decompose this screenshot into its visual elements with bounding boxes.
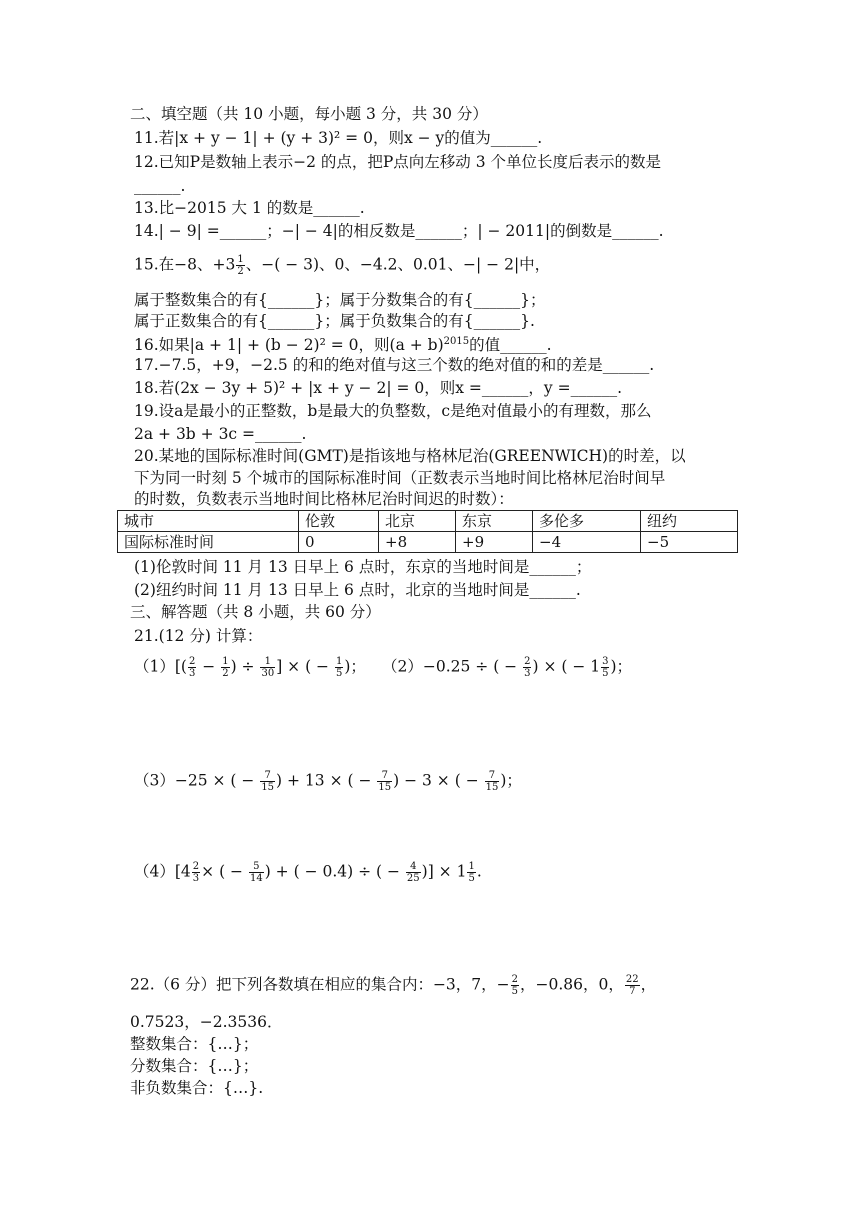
fraction: $\frac{2}{5}$	[511, 974, 519, 997]
question-22-line1: 22.（6 分）把下列各数填在相应的集合内：−3，7，− $\frac{2}{5}$ ，−0.86，0， $\frac{22}{7}$ ，	[130, 974, 657, 997]
fraction: $\frac{3}{5}$	[602, 656, 609, 679]
fraction: $\frac{7}{15}$	[485, 770, 499, 793]
problem-21-4: （4）[4 $\frac{2}{3}$ × ( − $\frac{5}{14}$ ) + ( − 0.4) ÷ ( − $\frac{4}{25}$ )] × 1 $\frac{1}{5}$ .	[134, 861, 482, 884]
question-15-line2: 属于整数集合的有{______}；属于分数集合的有{______}；	[134, 291, 546, 309]
fraction: $\frac{1}{5}$	[468, 861, 475, 884]
exponent: 2015	[443, 336, 470, 347]
table-cell: −4	[533, 532, 641, 553]
question-20-line1: 20.某地的国际标准时间(GMT)是指该地与格林尼治(GREENWICH)的时差，以	[134, 447, 686, 465]
fraction: $\frac{2}{3}$	[192, 861, 200, 884]
question-17: 17.−7.5，+9，−2.5 的和的绝对值与这三个数的绝对值的和的差是______.	[134, 356, 655, 374]
question-14: 14.| − 9| =______；−| − 4|的相反数是______；| − 2011|的倒数是______.	[134, 222, 664, 240]
fraction: $\frac{7}{15}$	[378, 770, 392, 793]
question-22-line2: 0.7523，−2.3536．	[130, 1013, 283, 1031]
table-cell: 东京	[456, 511, 533, 532]
nonnegative-set: 非负数集合：{…}.	[130, 1079, 264, 1097]
table-row	[118, 532, 738, 553]
table-row	[118, 511, 738, 532]
question-11: 11.若|x + y − 1| + (y + 3)² = 0，则x − y的值为______.	[134, 129, 543, 147]
question-15-line1	[134, 254, 550, 277]
question-20-part2: (2)纽约时间 11 月 13 日早上 6 点时，北京的当地时间是______.	[134, 581, 581, 599]
question-19-line2: 2a + 3b + 3c =______.	[134, 425, 307, 443]
question-18: 18.若(2x − 3y + 5)² + |x + y − 2| = 0，则x =______，y =______.	[134, 379, 623, 397]
table-cell: 城市	[118, 511, 299, 532]
problem-21-2: （2）−0.25 ÷ ( − $\frac{2}{3}$ ) × ( − 1 $\frac{3}{5}$ )；	[382, 656, 633, 679]
question-21: 21.(12 分) 计算：	[134, 627, 263, 645]
question-12-line1: 12.已知P是数轴上表示−2 的点，把P点向左移动 3 个单位长度后表示的数是	[134, 153, 662, 171]
fraction: $\frac{1}{2}$	[222, 656, 229, 679]
table-cell: 北京	[379, 511, 456, 532]
question-13: 13.比−2015 大 1 的数是______.	[134, 199, 365, 217]
table-cell: 多伦多	[533, 511, 641, 532]
fraction: $\frac{1}{30}$	[261, 656, 275, 679]
q15-text-a: 15.在−8、+3	[134, 255, 236, 274]
section-3-title: 三、解答题（共 8 小题，共 60 分）	[130, 603, 381, 621]
section-2-title: 二、填空题（共 10 小题，每小题 3 分，共 30 分）	[130, 105, 488, 123]
question-20-part1: (1)伦敦时间 11 月 13 日早上 6 点时，东京的当地时间是______；	[134, 558, 592, 576]
question-16: 16.如果|a + 1| + (b − 2)² = 0，则$(a + b)^{2015}$的值______.	[134, 336, 552, 355]
question-20-line2: 下为同一时刻 5 个城市的国际标准时间（正数表示当地时间比格林尼治时间早	[134, 469, 666, 487]
table-cell: 国际标准时间	[118, 532, 299, 553]
table-cell: 纽约	[641, 511, 738, 532]
table-cell: 伦敦	[299, 511, 379, 532]
table-cell: +8	[379, 532, 456, 553]
question-20-line3: 的时数，负数表示当地时间比格林尼治时间迟的时数）：	[134, 490, 514, 508]
timezone-table	[117, 510, 738, 553]
table-cell: −5	[641, 532, 738, 553]
problem-21-1: （1）[( $\frac{2}{3}$ − $\frac{1}{2}$ ) ÷ $\frac{1}{30}$ ] × ( − $\frac{1}{5}$ )；	[134, 656, 366, 679]
problem-21-3: （3）−25 × ( − $\frac{7}{15}$ ) + 13 × ( − $\frac{7}{15}$ ) − 3 × ( − $\frac{7}{15}$ )；	[134, 770, 522, 793]
q15-text-b: 、−( − 3)、0、−4.2、0.01、−| − 2|中，	[245, 255, 551, 274]
fraction: $\frac{1}{2}$	[237, 254, 244, 277]
fraction: $\frac{5}{14}$	[249, 861, 263, 884]
fraction: $\frac{2}{3}$	[188, 656, 196, 679]
fraction: $\frac{1}{5}$	[335, 656, 343, 679]
fraction: $\frac{22}{7}$	[625, 974, 639, 997]
integer-set: 整数集合：{…}；	[130, 1035, 259, 1053]
table-cell: +9	[456, 532, 533, 553]
fraction: $\frac{2}{3}$	[524, 656, 531, 679]
table-cell: 0	[299, 532, 379, 553]
question-19-line1: 19.设a是最小的正整数，b是最大的负整数，c是绝对值最小的有理数，那么	[134, 402, 652, 420]
fraction: $\frac{7}{15}$	[261, 770, 275, 793]
fraction-set: 分数集合：{…}；	[130, 1057, 259, 1075]
question-15-line3: 属于正数集合的有{______}；属于负数集合的有{______}.	[134, 312, 535, 330]
question-12-line2: ______.	[134, 177, 186, 195]
fraction: $\frac{4}{25}$	[406, 861, 420, 884]
